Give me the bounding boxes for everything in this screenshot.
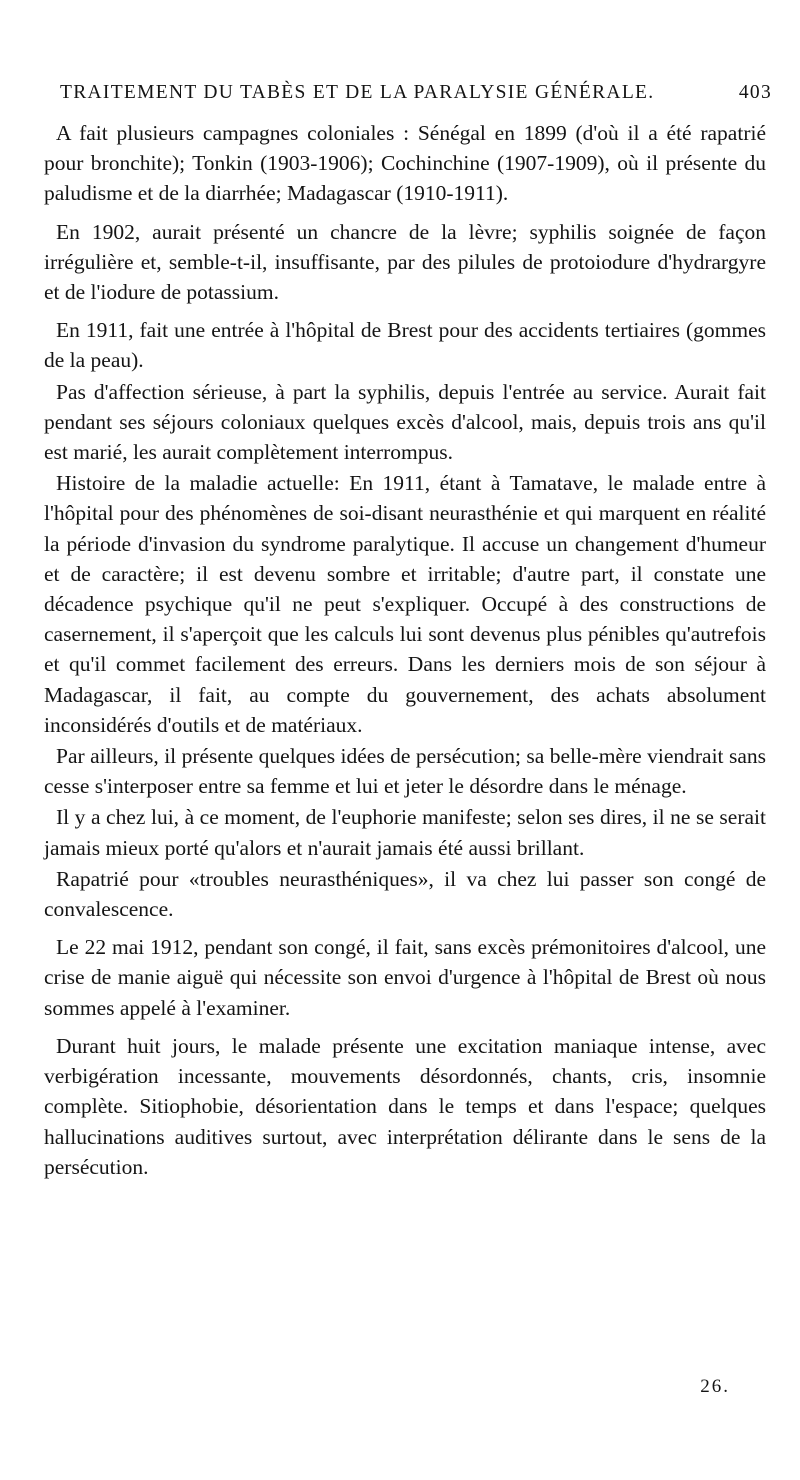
page-number: 403: [738, 82, 772, 103]
paragraph-brest-1911: En 1911, fait une entrée à l'hôpital de Brest pour des accidents tertiaires (gommes de la peau).: [44, 318, 766, 373]
paragraph-persecution: Par ailleurs, il présente quelques idées de persécution; sa belle-mère viendrait sans cesse s'interposer entre sa femme et lui et jeter le désordre dans le ménage.: [44, 744, 766, 799]
paragraph-euphoria: Il y a chez lui, à ce moment, de l'euphorie manifeste; selon ses dires, il ne se serait jamais mieux porté qu'alors et n'aurait jamais été aussi brillant.: [44, 805, 766, 860]
paragraph-history: Histoire de la maladie actuelle: En 1911, étant à Tamatave, le malade entre à l'hôpital pour des phénomènes de soi-disant neurasthénie et qui marquent en réalité la période d'invasion du syndrome paralytique. Il accuse un changement d'humeur et de caractère; il est devenu sombre et irritable; d'autre part, il constate une décadence psychique qu'il ne peut s'expliquer. Occupé à des constructions de casernement, il s'aperçoit que les calculs lui sont devenus plus pénibles qu'autrefois et qu'il commet facilement des erreurs. Dans les derniers mois de son séjour à Madagascar, il fait, au compte du gouvernement, des achats absolument inconsidérés d'outils et de matériaux.: [44, 471, 766, 737]
running-head-title: TRAITEMENT DU TABÈS ET DE LA PARALYSIE GÉNÉRALE.: [60, 82, 655, 103]
paragraph-campaigns: A fait plusieurs campagnes coloniales : Sénégal en 1899 (d'où il a été rapatrié pour bronchite); Tonkin (1903-1906); Cochinchine (1907-1909), où il présente du paludisme et de la diarrhée; Madagascar (1910-1911).: [44, 121, 766, 206]
paragraph-syphilis: En 1902, aurait présenté un chancre de la lèvre; syphilis soignée de façon irrégulière et, semble-t-il, insuffisante, par des pilules de protoiodure d'hydrargyre et de l'iodure de potassium.: [44, 219, 766, 305]
paragraph-excitation: Durant huit jours, le malade présente une excitation maniaque intense, avec verbigération incessante, mouvements désordonnés, chants, cris, insomnie complète. Sitiophobie, désorientation dans le temps et dans l'espace; quelques hallucinations auditives surtout, avec interprétation délirante dans le sens de la persécution.: [44, 1033, 766, 1179]
signature-mark: 26.: [700, 1376, 730, 1397]
paragraph-repatriation: Rapatrié pour «troubles neurasthéniques», il va chez lui passer son congé de convalescence.: [44, 866, 766, 922]
paragraph-mania-crisis: Le 22 mai 1912, pendant son congé, il fait, sans excès prémonitoires d'alcool, une crise de manie aiguë qui nécessite son envoi d'urgence à l'hôpital de Brest où nous sommes appelé à l'examiner.: [44, 935, 766, 1020]
page-body: [44, 78, 772, 1182]
paragraph-antecedents: Pas d'affection sérieuse, à part la syphilis, depuis l'entrée au service. Aurait fait pendant ses séjours coloniaux quelques excès d'alcool, mais, depuis trois ans qu'il est marié, les aurait complètement interrompus.: [44, 379, 766, 465]
running-head: [60, 78, 772, 108]
